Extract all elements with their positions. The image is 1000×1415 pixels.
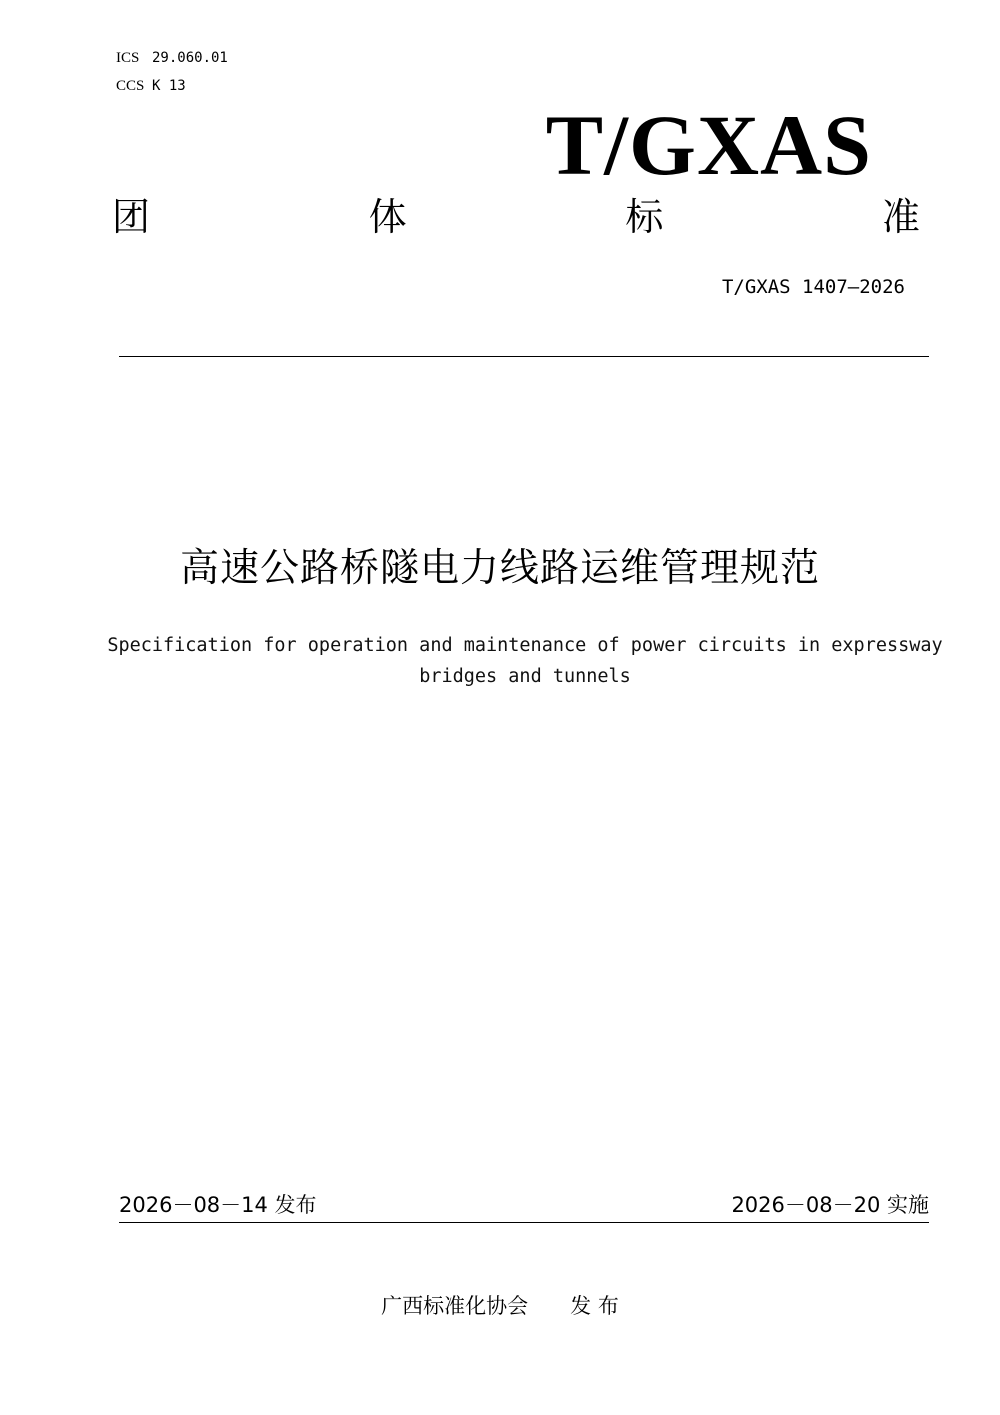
standard-logo: T/GXAS — [545, 97, 872, 193]
standard-type-char: 准 — [881, 195, 920, 239]
standard-number: T/GXAS 1407—2026 — [721, 276, 905, 298]
bottom-divider — [119, 1222, 929, 1223]
implementation-date: 2026－08－20 实施 — [731, 1193, 929, 1217]
ics-classification — [116, 48, 228, 67]
standard-type — [112, 192, 920, 242]
publisher: 广西标准化协会 发 布 — [381, 1294, 619, 1318]
ccs-label: CCS — [116, 78, 145, 94]
document-title-cn: 高速公路桥隧电力线路运维管理规范 — [179, 546, 820, 591]
ics-code: 29.060.01 — [152, 50, 228, 66]
ccs-code: K 13 — [152, 78, 186, 94]
standard-type-char: 标 — [625, 195, 664, 239]
document-title-en: Specification for operation and maintenance of power circuits in expressway bridges and tunnels — [107, 635, 943, 687]
standard-type-char: 团 — [112, 195, 151, 239]
top-divider — [119, 356, 929, 357]
standard-type-char: 体 — [368, 195, 407, 239]
ccs-classification — [116, 76, 186, 95]
issue-date: 2026－08－14 发布 — [119, 1193, 317, 1217]
ics-label: ICS — [116, 50, 140, 66]
